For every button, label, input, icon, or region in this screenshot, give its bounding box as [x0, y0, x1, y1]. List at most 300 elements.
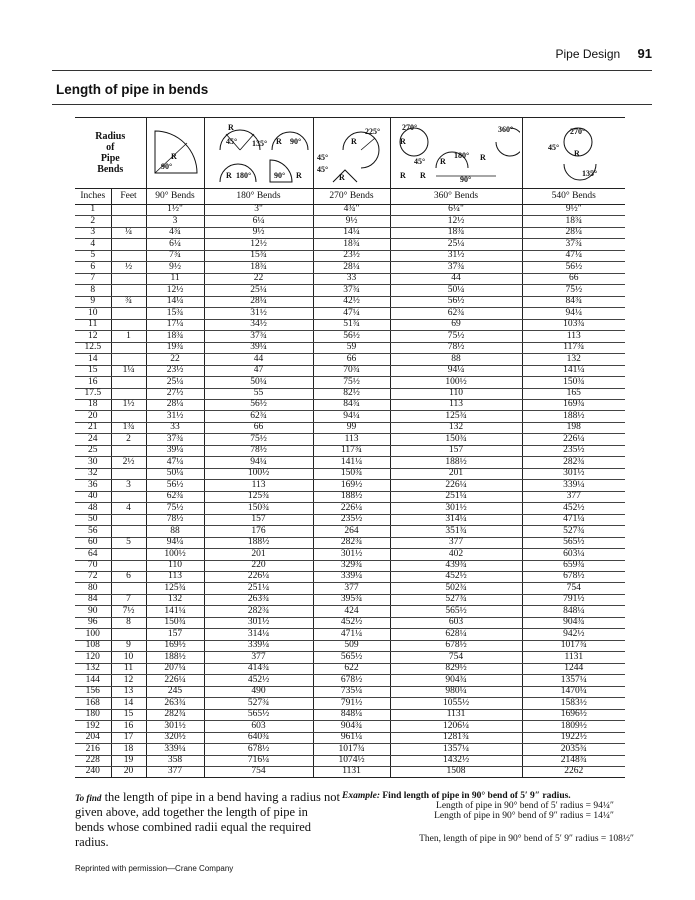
label-135: 135°	[251, 139, 267, 148]
table-cell: 157	[390, 445, 522, 456]
column-header: Inches	[75, 189, 111, 205]
table-cell	[111, 583, 146, 594]
table-cell	[111, 526, 146, 537]
table-row	[75, 526, 625, 537]
table-cell	[111, 560, 146, 571]
table-cell: 240	[75, 766, 111, 777]
column-header: 360° Bends	[390, 189, 522, 205]
table-cell: 207¼	[146, 663, 204, 674]
table-cell: 25¼	[146, 377, 204, 388]
table-row	[75, 606, 625, 617]
table-cell: 414¾	[204, 663, 313, 674]
table-cell: 216	[75, 744, 111, 755]
table-cell: 40	[75, 491, 111, 502]
table-cell: 70	[75, 560, 111, 571]
table-cell: 1922½	[522, 732, 625, 743]
label-180: 180°	[454, 151, 470, 160]
table-cell: 90	[75, 606, 111, 617]
table-cell: 48	[75, 503, 111, 514]
table-cell: 754	[522, 583, 625, 594]
table-cell: 263¾	[146, 698, 204, 709]
table-cell: 28¼	[313, 262, 390, 273]
table-cell: 84¾	[313, 399, 390, 410]
table-cell: 150¾	[522, 377, 625, 388]
table-cell: 1¾	[111, 422, 146, 433]
table-cell: 716¼	[204, 755, 313, 766]
example-line-2: Length of pipe in 90° bend of 9″ radius = 14¼″	[434, 811, 614, 822]
table-cell: 100½	[146, 549, 204, 560]
table-cell: 329¾	[313, 560, 390, 571]
table-cell: 75½	[522, 285, 625, 296]
table-cell: 754	[204, 766, 313, 777]
table-cell: 51¾	[313, 319, 390, 330]
table-cell: 80	[75, 583, 111, 594]
title-rule	[52, 104, 652, 105]
table-cell: 1	[75, 205, 111, 216]
table-cell: 13	[111, 686, 146, 697]
table-cell: 23½	[146, 365, 204, 376]
example-result: Then, length of pipe in 90° bend of 5′ 9″ radius = 108½″	[419, 833, 634, 844]
table-cell	[111, 411, 146, 422]
table-cell: 4¾	[146, 227, 204, 238]
label-90: 90°	[289, 137, 301, 146]
table-cell: 1696½	[522, 709, 625, 720]
label-45: 45°	[225, 137, 237, 146]
table-cell: 44	[390, 273, 522, 284]
table-row	[75, 514, 625, 525]
table-cell: 62¾	[146, 491, 204, 502]
table-cell: 565½	[390, 606, 522, 617]
table-cell: 11	[111, 663, 146, 674]
table-cell: 9	[75, 296, 111, 307]
table-cell	[111, 514, 146, 525]
table-cell: 132	[390, 422, 522, 433]
column-header: 540° Bends	[522, 189, 625, 205]
table-cell: 6	[75, 262, 111, 273]
table-cell: ¼	[111, 227, 146, 238]
table-cell: 301½	[313, 549, 390, 560]
table-cell: 10	[111, 652, 146, 663]
footnote-lead: To find	[75, 793, 102, 803]
table-row	[75, 262, 625, 273]
table-cell: 78½	[390, 342, 522, 353]
table-row	[75, 640, 625, 651]
label-45: 45°	[547, 143, 559, 152]
table-row	[75, 422, 625, 433]
table-cell: 17.5	[75, 388, 111, 399]
table-row	[75, 755, 625, 766]
table-cell: 113	[146, 572, 204, 583]
table-cell: 226¼	[204, 572, 313, 583]
table-cell: 132	[522, 354, 625, 365]
table-cell: 120	[75, 652, 111, 663]
table-row	[75, 480, 625, 491]
table-cell: 17¼	[146, 319, 204, 330]
table-cell: 15	[111, 709, 146, 720]
table-cell: 78½	[204, 445, 313, 456]
table-row	[75, 744, 625, 755]
table-row	[75, 239, 625, 250]
table-cell	[111, 273, 146, 284]
table-cell: 6¼	[146, 239, 204, 250]
table-cell: 754	[390, 652, 522, 663]
table-cell: 66	[522, 273, 625, 284]
table-cell: 452½	[313, 617, 390, 628]
table-cell: 37¾	[390, 262, 522, 273]
table-cell: 12.5	[75, 342, 111, 353]
table-cell: 47¼	[313, 308, 390, 319]
table-cell: 402	[390, 549, 522, 560]
table-cell: 165	[522, 388, 625, 399]
table-cell: 1131	[390, 709, 522, 720]
table-row	[75, 549, 625, 560]
table-cell: 9½	[313, 216, 390, 227]
table-row	[75, 629, 625, 640]
table-row	[75, 308, 625, 319]
table-cell: 377	[313, 583, 390, 594]
table-cell: 27½	[146, 388, 204, 399]
credit-line: Reprinted with permission—Crane Company	[75, 864, 234, 873]
table-cell: 18¾	[146, 331, 204, 342]
table-cell: 50¼	[390, 285, 522, 296]
table-cell: 59	[313, 342, 390, 353]
table-cell: 5	[75, 250, 111, 261]
section-name: Pipe Design	[555, 47, 621, 61]
table-cell: 848¼	[313, 709, 390, 720]
table-cell: 157	[146, 629, 204, 640]
table-cell: 829½	[390, 663, 522, 674]
table-cell: 18¾	[313, 239, 390, 250]
table-cell: 640¾	[204, 732, 313, 743]
table-cell: ½	[111, 262, 146, 273]
table-cell: 132	[146, 594, 204, 605]
table-cell	[111, 308, 146, 319]
table-cell: 282¾	[313, 537, 390, 548]
table-cell: 201	[390, 468, 522, 479]
table-cell: 156	[75, 686, 111, 697]
table-cell: ¾	[111, 296, 146, 307]
table-cell: 14	[75, 354, 111, 365]
table-cell: 5	[111, 537, 146, 548]
table-cell: 471¼	[313, 629, 390, 640]
table-cell: 263¾	[204, 594, 313, 605]
table-cell: 301½	[522, 468, 625, 479]
table-cell: 144	[75, 675, 111, 686]
table-cell: 84	[75, 594, 111, 605]
table-row	[75, 399, 625, 410]
label-r: R	[420, 171, 426, 180]
table-cell: 113	[522, 331, 625, 342]
table-cell: 14	[111, 698, 146, 709]
table-cell: 31½	[390, 250, 522, 261]
table-cell: 3	[111, 480, 146, 491]
table-row	[75, 663, 625, 674]
table-row	[75, 434, 625, 445]
table-row	[75, 285, 625, 296]
table-cell: 424	[313, 606, 390, 617]
table-cell: 527¾	[204, 698, 313, 709]
table-cell: 10	[75, 308, 111, 319]
table-cell: 1357¼	[522, 675, 625, 686]
table-cell: 103¾	[522, 319, 625, 330]
table-cell: 1357¼	[390, 744, 522, 755]
table-cell: 28¼	[146, 399, 204, 410]
table-cell: 3	[146, 216, 204, 227]
label-r: R	[573, 149, 580, 158]
table-cell: 157	[204, 514, 313, 525]
table-cell: 904¾	[313, 721, 390, 732]
table-cell: 9½"	[522, 205, 625, 216]
table-cell: 50¼	[204, 377, 313, 388]
table-cell: 9½	[204, 227, 313, 238]
table-cell: 527¾	[522, 526, 625, 537]
table-cell: 9½	[146, 262, 204, 273]
table-cell: 94¼	[390, 365, 522, 376]
label-r: R	[440, 157, 446, 166]
table-cell: 942½	[522, 629, 625, 640]
table-cell: 1281¾	[390, 732, 522, 743]
table-row	[75, 675, 625, 686]
label-180: 180°	[235, 171, 251, 180]
table-cell: 603	[204, 721, 313, 732]
label-270: 270°	[569, 127, 585, 136]
table-cell: 904¾	[390, 675, 522, 686]
table-cell	[111, 491, 146, 502]
label-270: 270°	[402, 123, 418, 132]
column-header: 270° Bends	[313, 189, 390, 205]
table-cell: 50¼	[146, 468, 204, 479]
table-cell: 395¾	[313, 594, 390, 605]
table-cell: 37¾	[522, 239, 625, 250]
table-cell: 188½	[390, 457, 522, 468]
table-cell: 14¼	[313, 227, 390, 238]
page-title: Length of pipe in bends	[56, 82, 209, 97]
table-row	[75, 216, 625, 227]
table-cell: 228	[75, 755, 111, 766]
table-row	[75, 652, 625, 663]
table-cell: 678½	[204, 744, 313, 755]
table-cell: 75½	[146, 503, 204, 514]
table-cell: 20	[75, 411, 111, 422]
table-cell: 301½	[146, 721, 204, 732]
table-cell: 1206¼	[390, 721, 522, 732]
table-cell: 47¼	[146, 457, 204, 468]
table-cell: 6	[111, 572, 146, 583]
table-cell: 622	[313, 663, 390, 674]
table-cell: 66	[313, 354, 390, 365]
table-cell: 377	[390, 537, 522, 548]
header-rule	[52, 70, 652, 71]
table-cell: 20	[111, 766, 146, 777]
table-cell: 8	[111, 617, 146, 628]
table-cell: 235½	[522, 445, 625, 456]
table-row	[75, 319, 625, 330]
table-cell: 100½	[204, 468, 313, 479]
radius-label-line: Pipe	[100, 153, 120, 164]
table-cell: 1470¼	[522, 686, 625, 697]
table-cell: 226¼	[313, 503, 390, 514]
table-cell: 1432½	[390, 755, 522, 766]
column-header: 90° Bends	[146, 189, 204, 205]
bends-table	[75, 117, 625, 778]
table-cell: 3	[75, 227, 111, 238]
table-row	[75, 732, 625, 743]
column-header: 180° Bends	[204, 189, 313, 205]
table-cell: 7	[111, 594, 146, 605]
table-cell: 235½	[313, 514, 390, 525]
table-cell: 18¾	[390, 227, 522, 238]
table-cell: 351¾	[390, 526, 522, 537]
table-cell: 314¼	[204, 629, 313, 640]
table-cell: 4	[111, 503, 146, 514]
table-cell	[111, 354, 146, 365]
table-row	[75, 594, 625, 605]
table-cell: 56½	[204, 399, 313, 410]
table-cell: 1074½	[313, 755, 390, 766]
table-cell: 69	[390, 319, 522, 330]
table-body	[75, 205, 625, 778]
table-cell: 452½	[390, 572, 522, 583]
table-cell: 301½	[390, 503, 522, 514]
table-cell: 1055½	[390, 698, 522, 709]
table-cell: 11	[75, 319, 111, 330]
table-cell: 1244	[522, 663, 625, 674]
label-r: R	[400, 171, 406, 180]
table-cell: 75½	[204, 434, 313, 445]
table-cell: 96	[75, 617, 111, 628]
radius-label-line: of	[106, 142, 115, 153]
table-cell: 264	[313, 526, 390, 537]
table-cell: 31½	[204, 308, 313, 319]
diagram-270-bends	[313, 118, 390, 189]
label-45: 45°	[316, 165, 328, 174]
table-cell: 28¼	[522, 227, 625, 238]
table-cell	[111, 250, 146, 261]
table-cell: 1809½	[522, 721, 625, 732]
table-cell: 452½	[204, 675, 313, 686]
table-cell: 452½	[522, 503, 625, 514]
table-cell: 11	[146, 273, 204, 284]
table-row	[75, 365, 625, 376]
table-cell: 659¾	[522, 560, 625, 571]
table-cell: 18¾	[522, 216, 625, 227]
table-cell: 16	[111, 721, 146, 732]
table-cell: 72	[75, 572, 111, 583]
table-cell: 1017¾	[313, 744, 390, 755]
table-cell: 565½	[204, 709, 313, 720]
table-cell: 565½	[313, 652, 390, 663]
table-cell: 204	[75, 732, 111, 743]
table-cell: 150¾	[146, 617, 204, 628]
table-cell: 192	[75, 721, 111, 732]
table-cell: 377	[522, 491, 625, 502]
bends-table-wrap	[75, 117, 625, 778]
table-cell: 21	[75, 422, 111, 433]
table-row	[75, 468, 625, 479]
table-cell: 33	[313, 273, 390, 284]
table-cell: 2035¾	[522, 744, 625, 755]
table-cell: 110	[390, 388, 522, 399]
table-cell: 141¼	[146, 606, 204, 617]
footnote-text: the length of pipe in a bend having a radius not given above, add together the length of pipe in bends whose combined radii equal the required radius.	[75, 790, 340, 849]
table-cell: 3"	[204, 205, 313, 216]
table-cell: 70¾	[313, 365, 390, 376]
table-cell: 12	[75, 331, 111, 342]
label-90: 90°	[161, 162, 173, 171]
table-cell: 1	[111, 331, 146, 342]
table-cell: 339¼	[522, 480, 625, 491]
table-cell: 36	[75, 480, 111, 491]
table-cell	[111, 285, 146, 296]
table-row	[75, 377, 625, 388]
table-cell: 141¼	[522, 365, 625, 376]
table-cell: 6¼"	[390, 205, 522, 216]
table-cell: 509	[313, 640, 390, 651]
table-cell: 39¼	[204, 342, 313, 353]
table-cell: 94¼	[204, 457, 313, 468]
table-cell: 245	[146, 686, 204, 697]
label-45: 45°	[316, 153, 328, 162]
table-cell: 14¼	[146, 296, 204, 307]
table-cell	[111, 319, 146, 330]
table-cell: 16	[75, 377, 111, 388]
table-cell: 25	[75, 445, 111, 456]
table-row	[75, 766, 625, 777]
table-cell: 23½	[313, 250, 390, 261]
table-cell: 678½	[313, 675, 390, 686]
table-row	[75, 205, 625, 216]
table-cell: 678½	[522, 572, 625, 583]
table-cell: 1½	[111, 399, 146, 410]
table-cell: 42½	[313, 296, 390, 307]
label-225: 225°	[364, 127, 380, 136]
table-row	[75, 560, 625, 571]
table-cell	[111, 239, 146, 250]
table-cell: 117¾	[522, 342, 625, 353]
table-cell: 7¾	[146, 250, 204, 261]
table-cell: 314¼	[390, 514, 522, 525]
table-cell: 62¾	[390, 308, 522, 319]
table-cell: 18	[75, 399, 111, 410]
table-cell: 15¾	[204, 250, 313, 261]
column-header: Feet	[111, 189, 146, 205]
label-r: R	[295, 171, 302, 180]
table-cell: 141¼	[313, 457, 390, 468]
table-cell: 251¼	[204, 583, 313, 594]
radius-header	[75, 118, 146, 189]
table-cell	[111, 342, 146, 353]
table-cell: 188½	[204, 537, 313, 548]
table-row	[75, 503, 625, 514]
table-cell: 168	[75, 698, 111, 709]
table-cell: 502¾	[390, 583, 522, 594]
label-r: R	[171, 152, 177, 161]
label-r: R	[400, 137, 406, 146]
footnote-left	[75, 790, 340, 850]
table-cell: 7	[75, 273, 111, 284]
table-cell: 377	[146, 766, 204, 777]
page-number: 91	[637, 46, 652, 61]
table-cell: 113	[390, 399, 522, 410]
table-cell: 17	[111, 732, 146, 743]
diagram-540-bends	[522, 118, 625, 189]
table-cell: 980¼	[390, 686, 522, 697]
table-cell: 4	[75, 239, 111, 250]
table-cell	[111, 629, 146, 640]
table-cell: 4¾"	[313, 205, 390, 216]
table-row	[75, 686, 625, 697]
table-cell: 94¼	[313, 411, 390, 422]
